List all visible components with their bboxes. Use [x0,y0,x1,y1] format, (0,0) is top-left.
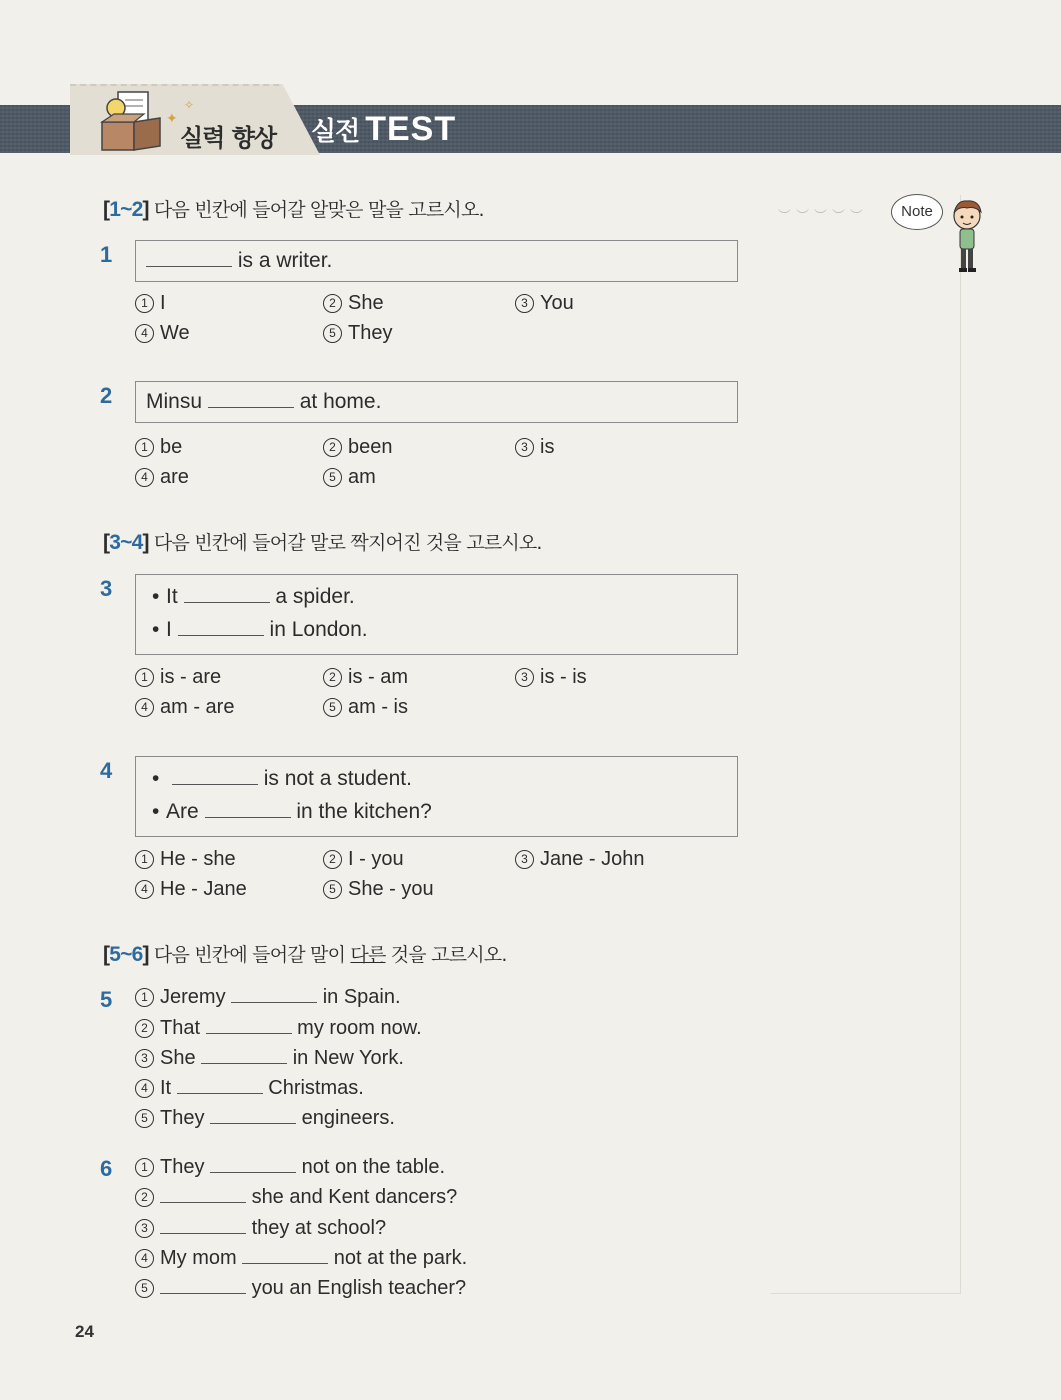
option[interactable]: 5 They engineers. [135,1107,395,1130]
question-number: 6 [100,1156,113,1181]
question-sentence: • It a spider. [152,585,355,608]
idea-box-icon [98,88,164,152]
question-sentence: • is not a student. [152,767,412,790]
answer-blank [184,601,270,603]
question-number: 3 [100,576,113,601]
option[interactable]: 4 He - Jane [135,878,247,901]
option[interactable]: 1 Jeremy in Spain. [135,986,401,1009]
option[interactable]: 4 We [135,322,190,345]
instruction-5-6: [5~6] 다음 빈칸에 들어갈 말이 다른 것을 고르시오. [103,943,507,966]
option[interactable]: 1 be [135,436,182,459]
sparkle-icon: ✦ [166,110,178,126]
option[interactable]: 1 They not on the table. [135,1156,445,1179]
question-number: 2 [100,383,113,408]
page-number: 24 [75,1322,94,1341]
option[interactable]: 3 Jane - John [515,848,645,871]
option[interactable]: 3 they at school? [135,1217,386,1240]
option[interactable]: 3 You [515,292,574,315]
option[interactable]: 2 is - am [323,666,408,689]
title-korean: 실전 [311,117,360,147]
option[interactable]: 1 He - she [135,848,236,871]
option[interactable]: 1 is - are [135,666,221,689]
option[interactable]: 1 I [135,292,166,315]
note-column [771,195,961,1294]
question-sentence: • Are in the kitchen? [152,800,432,823]
page-title [311,110,456,149]
option[interactable]: 3 is - is [515,666,587,689]
note-bubble: Note [891,194,943,230]
boy-character-icon [945,196,989,276]
option[interactable]: 4 My mom not at the park. [135,1247,467,1270]
sparkle-icon: ✧ [184,98,195,112]
option[interactable]: 5 am [323,466,376,489]
question-number: 1 [100,242,113,267]
question-sentence: is a writer. [146,249,332,273]
option[interactable]: 2 That my room now. [135,1017,422,1040]
option[interactable]: 5 They [323,322,392,345]
option[interactable]: 3 She in New York. [135,1047,404,1070]
option[interactable]: 5 She - you [323,878,434,901]
option[interactable]: 5 you an English teacher? [135,1277,466,1300]
section-label: 실력 향상 [180,124,277,152]
option[interactable]: 5 am - is [323,696,408,719]
question-sentence: • I in London. [152,618,368,641]
title-english: TEST [365,110,457,148]
option[interactable]: 4 It Christmas. [135,1077,364,1100]
option[interactable]: 2 I - you [323,848,404,871]
option[interactable]: 3 is [515,436,554,459]
option[interactable]: 2 she and Kent dancers? [135,1186,457,1209]
instruction-3-4: [3~4] 다음 빈칸에 들어갈 말로 짝지어진 것을 고르시오. [103,531,542,554]
question-number: 5 [100,987,113,1012]
answer-blank [178,634,264,636]
instruction-1-2: [1~2] 다음 빈칸에 들어갈 알맞은 말을 고르시오. [103,198,484,221]
option[interactable]: 4 are [135,466,189,489]
answer-blank [205,816,291,818]
option[interactable]: 2 She [323,292,384,315]
answer-blank [208,406,294,408]
option[interactable]: 4 am - are [135,696,234,719]
question-sentence: Minsu at home. [146,390,382,413]
binder-marks: ︶︶︶︶︶ [778,208,869,223]
answer-blank [146,265,232,267]
option[interactable]: 2 been [323,436,393,459]
answer-blank [172,783,258,785]
question-number: 4 [100,758,113,783]
